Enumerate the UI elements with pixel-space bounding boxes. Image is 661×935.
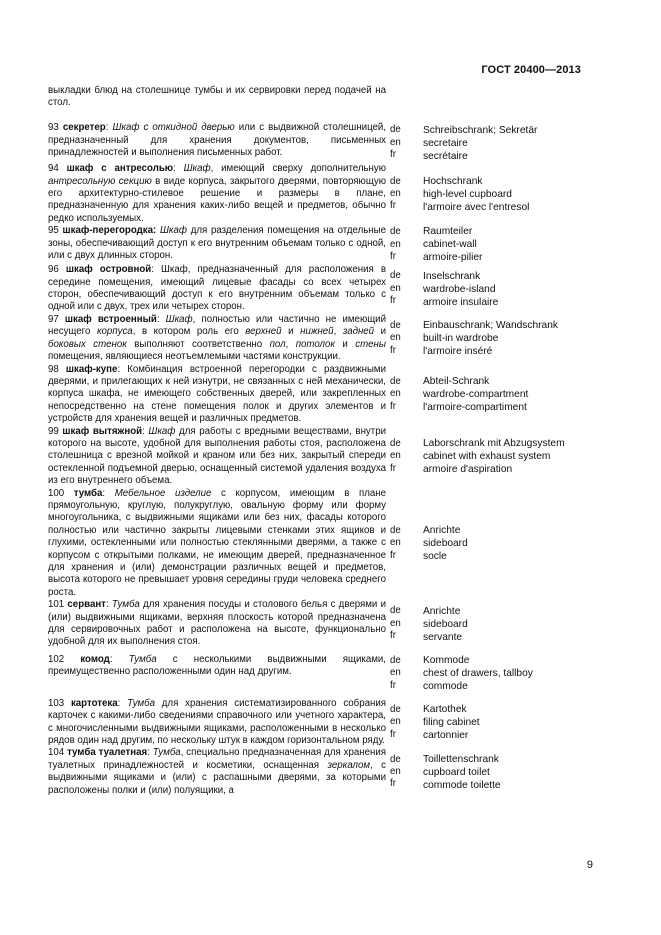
- translation-de: Abteil-Schrank: [423, 376, 490, 388]
- glossary-entry: [48, 264, 593, 314]
- translation-en: cabinet with exhaust system: [423, 451, 551, 463]
- glossary-entry: [48, 599, 593, 649]
- glossary-entry: [48, 122, 593, 163]
- translation-fr: l'armoire avec l'entresol: [423, 201, 530, 213]
- entry-translations: [420, 488, 593, 600]
- entry-translations: [420, 599, 593, 649]
- translation-fr: cartonnier: [423, 730, 469, 742]
- entry-definition: 94 шкаф с антресолью: Шкаф, имеющий сверху дополнительную антресольную секцию в виде корпуса, закрытого дверями, повторяющую его архитектурно-стилевое решение и размеры в плане, предназначенную для хранения каких-либо вещей и предметов, обычно редко используемых.: [48, 163, 387, 224]
- translation-de: Anrichte: [423, 524, 461, 536]
- translation-en: high-level cupboard: [423, 188, 512, 200]
- translation-en: built-in wardrobe: [423, 333, 499, 345]
- glossary-entry: [48, 747, 593, 797]
- entry-translations: [420, 314, 593, 364]
- translation-fr: armoire d'aspiration: [423, 464, 513, 476]
- translation-en: secretaire: [423, 138, 468, 150]
- entry-definition: 93 секретер: Шкаф с откидной дверью или с выдвижной столешницей, предназначенный для хранения документов, письменных принадлежностей и выполнения письменных работ.: [48, 122, 387, 159]
- translation-fr: commode toilette: [423, 779, 501, 791]
- entry-definition: 101 сервант: Тумба для хранения посуды и столового белья с дверями и (или) выдвижными ящиками, верхняя плоскость которой предназначена для сервировочных работ и расположена на высоте, функционально удобной для их выполнения стоя.: [48, 599, 386, 648]
- entry-translations: [420, 364, 593, 426]
- language-codes: de en fr: [390, 375, 401, 412]
- translation-fr: socle: [423, 550, 447, 562]
- translation-fr: commode: [423, 680, 468, 692]
- glossary-entry: [48, 426, 593, 488]
- translation-en: sideboard: [423, 537, 468, 549]
- glossary-entry: [48, 698, 593, 748]
- translation-de: Anrichte: [423, 605, 461, 617]
- entry-translations: [420, 124, 593, 163]
- translation-en: filing cabinet: [423, 717, 480, 729]
- entry-translations: [420, 225, 593, 264]
- standard-number: ГОСТ 20400—2013: [481, 64, 581, 76]
- translation-fr: armoire-pilier: [423, 252, 483, 264]
- translation-de: Schreibschrank; Sekretär: [423, 125, 538, 137]
- entry-definition: 98 шкаф-купе: Комбинация встроенной перегородки с раздвижными дверями, и прилегающих к ней изнутри, не связанных с ней механически, корпуса шкафа, не имеющего собственных дверей, или закрепленных непосредственно на стене помещения полок и других элементов и устройств для хранения вещей и различных предметов.: [48, 363, 386, 425]
- translation-en: chest of drawers, tallboy: [423, 667, 533, 679]
- entry-translations: [420, 163, 593, 225]
- translation-de: Inselschrank: [423, 270, 481, 282]
- language-codes: de en fr: [390, 605, 401, 642]
- language-codes: de en fr: [390, 704, 401, 740]
- translation-en: sideboard: [423, 618, 468, 630]
- entry-definition: выкладки блюд на столешнице тумбы и их сервировки перед подачей на стол.: [48, 85, 386, 109]
- entry-translations: [420, 747, 593, 797]
- glossary-entry: [48, 364, 593, 426]
- language-codes: de en fr: [390, 437, 401, 474]
- translation-fr: l'armoire-compartiment: [423, 402, 527, 414]
- entry-definition: 97 шкаф встроенный: Шкаф, полностью или частично не имеющий несущего корпуса, в котором роль его верхней и нижней, задней и боковых стенок выполняют соответственно пол, потолок и стены помещения, являющиеся неотъемлемыми частями конструкции.: [48, 313, 387, 363]
- language-codes: de en fr: [390, 175, 401, 212]
- entry-translations: [420, 264, 593, 314]
- language-codes: de en fr: [390, 320, 401, 356]
- language-codes: de en fr: [390, 270, 401, 307]
- language-codes: de en fr: [390, 226, 401, 262]
- translation-en: cabinet-wall: [423, 239, 477, 251]
- translation-de: Kommode: [423, 654, 470, 666]
- translation-fr: l'armoire inséré: [423, 346, 493, 358]
- entry-definition: 102 комод: Тумба с несколькими выдвижными ящиками, преимущественно расположенными один над другим.: [48, 653, 387, 678]
- translation-en: wardrobe-compartment: [423, 389, 529, 401]
- translation-fr: secrétaire: [423, 151, 468, 163]
- language-codes: de en fr: [390, 654, 401, 691]
- language-codes: de en fr: [390, 124, 401, 161]
- glossary-entries: [48, 85, 593, 797]
- translation-de: Kartothek: [423, 704, 467, 716]
- page-number: 9: [586, 859, 593, 871]
- translation-de: Laborschrank mit Abzugsystem: [423, 438, 565, 450]
- translation-en: cupboard toilet: [423, 766, 490, 778]
- glossary-entry: [48, 163, 593, 225]
- language-codes: de en fr: [390, 524, 401, 561]
- entry-translations: [420, 654, 593, 693]
- entry-definition: 104 тумба туалетная: Тумба, специально предназначенная для хранения туалетных принадлежностей и косметики, оснащенная зеркалом, с выдвижными ящиками и (или) с распашными дверями, за которыми расположены полки и (или) полуящики, а: [48, 747, 386, 796]
- entry-definition: 95 шкаф-перегородка: Шкаф для разделения помещения на отдельные зоны, обеспечивающий доступ к его внутренним объемам только с одной, или с двух длинных сторон.: [48, 225, 386, 262]
- glossary-entry: [48, 488, 593, 600]
- translation-de: Toillettenschrank: [423, 753, 499, 765]
- translation-en: wardrobe-island: [423, 283, 496, 295]
- entry-definition: 99 шкаф вытяжной: Шкаф для работы с вредными веществами, внутри которого на высоте, удобной для выполнения работы стоя, расположена столешница с врезной мойкой и краном или без них, закрытый спереди остекленной подъемной дверью, оснащенный системой удаления воздуха из его внутреннего объема.: [48, 425, 387, 487]
- translation-fr: armoire insulaire: [423, 296, 499, 308]
- glossary-entry: [48, 314, 593, 364]
- glossary-entry: [48, 654, 593, 693]
- translation-de: Raumteiler: [423, 226, 473, 238]
- entry-translations: [420, 426, 593, 488]
- translation-de: Hochschrank: [423, 175, 483, 187]
- entry-definition: 100 тумба: Мебельное изделие с корпусом, имеющим в плане прямоугольную, круглую, полукруглую, овальную форму или форму многоугольника, с выдвижными ящиками или без них, фасады которого полностью или частично закрыты лицевыми стенками этих ящиков и глухими, остекленными или полностью стеклянными дверями, а также с корпусом с открытыми полками, не имеющим дверей, предназначенное для хранения и (или) демонстрации различных вещей и предметов, высота которого не превышает уровня середины груди человека среднего роста.: [48, 487, 386, 598]
- entry-translations: [420, 698, 593, 748]
- language-codes: de en fr: [390, 753, 401, 790]
- glossary-entry: [48, 225, 593, 264]
- glossary-entry: [48, 85, 593, 122]
- entry-definition: 96 шкаф островной: Шкаф, предназначенный для расположения в середине помещения, имеющий лицевые фасады со всех четырех сторон, обеспечивающий доступ к его внутренним объемам только с одной или с двух, трех или четырех сторон.: [48, 264, 387, 313]
- entry-definition: 103 картотека: Тумба для хранения систематизированного собрания карточек с какими-либо сведениями справочного или учетного характера, с многочисленными выдвижными ящиками, расположенными в несколько рядов один над другим, по нескольку штук в каждом горизонтальном ряду.: [48, 697, 387, 747]
- translation-de: Einbauschrank; Wandschrank: [423, 320, 558, 332]
- translation-fr: servante: [423, 631, 463, 643]
